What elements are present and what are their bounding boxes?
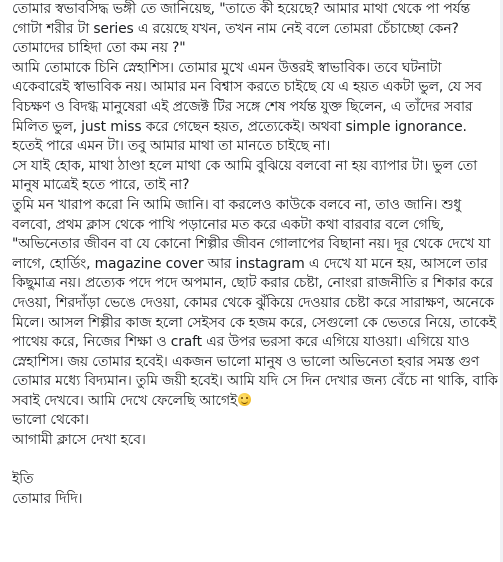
- post-paragraph-text: তুমি মন খারাপ করো নি আমি জানি। বা করলেও কাউকে বলবে না, তাও জানি। শুধু বলবো, প্রথম ক্লাস থেকে পাখি পড়ানোর মত করে একটা কথা বারবার বলে গেছি, "অভিনেতার জীবন বা যে কোনো শিল্পীর জীবন গোলাপের বিছানা নয়। দূর থেকে দেখে যা লাগে, হোর্ডিং, magazine cover আর instagram এ দেখে যা মনে হয়, আসলে তার কিছুমাত্র নয়। প্রত্যেক পদে পদে অপমান, ছোট করার চেষ্টা, নোংরা রাজনীতি র শিকার করে দেওয়া, শিরদাঁড়া ভেঙে দেওয়া, কোমর থেকে ঝুঁকিয়ে দেওয়ার চেষ্টা করে সারাক্ষণ, অনেকে মিলে। আসল শিল্পীর কাজ হলো সেইসব কে হজম করে, সেগুলো কে ভেতরে নিয়ে, তাকেই পাথেয় করে, নিজের শিক্ষা ও craft এর উপর ভরসা করে এগিয়ে যাওয়া। এগিয়ে যাও স্নেহাশিস। জয় তোমার হবেই। একজন ভালো মানুষ ও ভালো অভিনেতা হবার সমস্ত গুণ তোমার মধ্যে বিদ্যমান। তুমি জয়ী হবেই। আমি যদি সে দিন দেখার জন্য বেঁচে না থাকি, বাকি সবাই দেখবে। আমি দেখে ফেলেছি আগেই: [12, 196, 498, 409]
- post-blank-line: [12, 451, 498, 471]
- post-signoff: ইতি: [12, 471, 34, 488]
- smiling-face-emoji-icon: [238, 393, 251, 406]
- post-paragraph: আমি তোমাকে চিনি স্নেহাশিস। তোমার মুখে এমন উত্তরই স্বাভাবিক। তবে ঘটনাটা একেবারেই স্বাভাবিক নয়। আমার মন বিশ্বাস করতে চাইছে যে এ হয়ত একটা ভুল, যে সব বিচক্ষণ ও বিদগ্ধ মানুষেরা এই প্রজেক্ট টির সঙ্গে শেষ পর্যন্ত যুক্ত ছিলেন, এ তাঁদের সবার মিলিত ভুল, just miss করে গেছেন হয়ত, প্রত্যেকেই। অথবা simple ignorance. হতেই পারে এমন টা। তবু আমার মাথা তা মানতে চাইছে না।: [12, 59, 482, 155]
- post-paragraph: তোমার স্বভাবসিদ্ধ ভঙ্গী তে জানিয়েছ, "তাতে কী হয়েছে? আমার মাথা থেকে পা পর্যন্ত গোটা শরীর টা series এ রয়েছে যখন, তখন নাম নেই বলে তোমরা চেঁচাচ্ছো কেন? তোমাদের চাহিদা তো কম নয় ?": [12, 1, 470, 57]
- post-signature: তোমার দিদি।: [12, 490, 83, 507]
- post-body: [12, 0, 498, 562]
- post-paragraph: [12, 196, 498, 412]
- post-paragraph: আগামী ক্লাসে দেখা হবে।: [12, 432, 146, 449]
- post-paragraph: ভালো থেকো।: [12, 412, 89, 429]
- post-paragraph: সে যাই হোক, মাথা ঠাণ্ডা হলে মাথা কে আমি বুঝিয়ে বলবো না হয় ব্যাপার টা। ভুল তো মানুষ মাত্রেই হতে পারে, তাই না?: [12, 157, 478, 194]
